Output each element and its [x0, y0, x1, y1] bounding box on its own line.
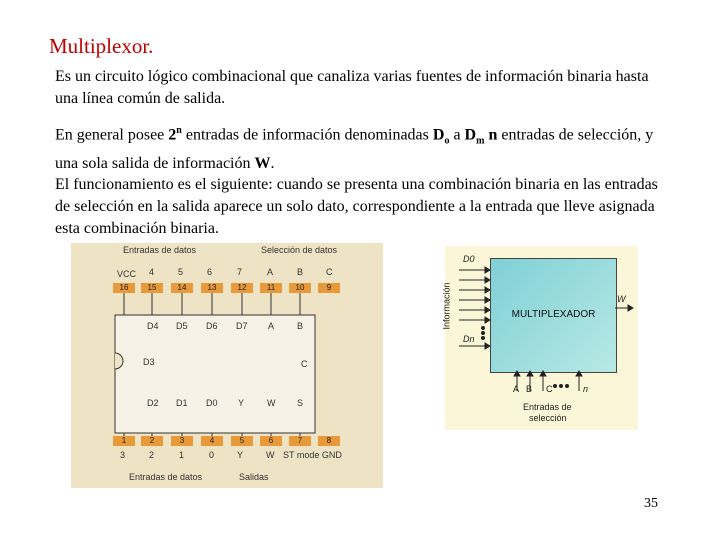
chip-pin-label: Y [238, 398, 245, 408]
top-pin-label: 6 [207, 267, 213, 277]
dn-label: Dn [463, 334, 475, 344]
bottom-pin: 2 [141, 436, 163, 446]
top-selection-label: Selección de datos [261, 245, 338, 255]
top-pin: 14 [171, 283, 193, 293]
top-pin-label: 4 [149, 267, 155, 277]
chip-pin-label: D0 [206, 398, 218, 408]
p2-bold-n: n [484, 126, 498, 144]
p2-bold-d0: D [432, 126, 445, 144]
top-pin: 13 [201, 283, 223, 293]
chip-pin-label: A [268, 321, 275, 331]
chip-pinout-figure [71, 243, 383, 488]
sel-c-label: C [546, 384, 553, 394]
bottom-pin: 1 [113, 436, 135, 446]
top-pin-label: A [267, 267, 274, 277]
chip-c-label: C [301, 359, 308, 369]
paragraph-inputs [55, 120, 675, 175]
bottom-pin-label: 2 [149, 450, 155, 460]
top-pin-label: 7 [237, 267, 243, 277]
p2-sub-o: o [444, 135, 450, 147]
bottom-outputs-label: Salidas [239, 472, 269, 482]
selection-inputs-label-2: selección [529, 413, 567, 423]
top-pin: 15 [141, 283, 163, 293]
bottom-pin-label: Y [237, 450, 244, 460]
chip-pin-label: S [297, 398, 304, 408]
bottom-pin: 6 [260, 436, 282, 446]
sel-b-label: B [526, 384, 533, 394]
paragraph-definition: Es un circuito lógico combinacional que canaliza varias fuentes de información binaria hasta una línea común de salida. [55, 68, 649, 107]
chip-d3-label: D3 [143, 357, 155, 367]
top-pin: 12 [231, 283, 253, 293]
bottom-pin: 3 [171, 436, 193, 446]
p2-bold-dm: D [464, 126, 477, 144]
paragraph-operation: El funcionamiento es el siguiente: cuando se presenta una combinación binaria en las entradas de selección en la salida aparece un solo dato, correspondiente a la entrada que lleve asignada esta combinación binaria. [55, 176, 658, 237]
p2-bold-w: W [254, 154, 271, 172]
multiplexer-box-label: MULTIPLEXADOR [511, 309, 596, 320]
top-pin-label: 5 [178, 267, 184, 277]
chip-pin-label: D4 [147, 321, 159, 331]
bottom-data-inputs-label: Entradas de datos [129, 472, 203, 482]
p2-sub-m: m [476, 135, 485, 147]
information-side-label: Información [441, 282, 452, 330]
page-number: 35 [644, 496, 658, 511]
top-pin: 11 [260, 283, 282, 293]
p2-text-2: entradas de información denominadas [181, 126, 433, 144]
p2-text-3: a [449, 126, 465, 144]
chip-pin-label: B [297, 321, 304, 331]
w-output-label: W [617, 294, 626, 304]
bottom-pin-label: 1 [179, 450, 185, 460]
top-pin: 16 [113, 283, 135, 293]
slide-title: Multiplexor. [49, 34, 154, 58]
top-data-inputs-label: Entradas de datos [123, 245, 197, 255]
bottom-pin-label: W [266, 450, 275, 460]
sel-n-label: n [583, 384, 589, 394]
top-pin: 10 [289, 283, 311, 293]
chip-pin-label: D6 [206, 321, 218, 331]
bottom-pin: 7 [289, 436, 311, 446]
chip-pin-label: D2 [147, 398, 159, 408]
p2-text-1: En general posee [55, 126, 169, 144]
p2-bold-2: 2 [168, 126, 177, 144]
vcc-label: VCC [117, 269, 137, 279]
chip-pin-label: D1 [176, 398, 188, 408]
d0-label: D0 [463, 254, 475, 264]
sel-a-label: A [513, 384, 520, 394]
p2-text-4: entradas de selección, y una sola salida de información [55, 126, 654, 172]
bottom-pin-label: 0 [209, 450, 215, 460]
bottom-pin-label: 3 [120, 450, 126, 460]
chip-pin-label: D7 [236, 321, 248, 331]
chip-pin-label: D5 [176, 321, 188, 331]
bottom-pin: 5 [231, 436, 253, 446]
top-pin: 9 [318, 283, 340, 293]
selection-inputs-label-1: Entradas de [523, 402, 572, 412]
top-pin-label: B [297, 267, 304, 277]
chip-pin-label: W [267, 398, 276, 408]
bottom-pin: 4 [201, 436, 223, 446]
p2-sup-n: n [176, 125, 182, 136]
multiplexer-block-figure [441, 246, 638, 430]
bottom-pin: 8 [318, 436, 340, 446]
p2-text-5: . [270, 154, 275, 172]
top-pin-label: C [326, 267, 333, 277]
bottom-pin-label: ST mode GND [283, 450, 342, 460]
